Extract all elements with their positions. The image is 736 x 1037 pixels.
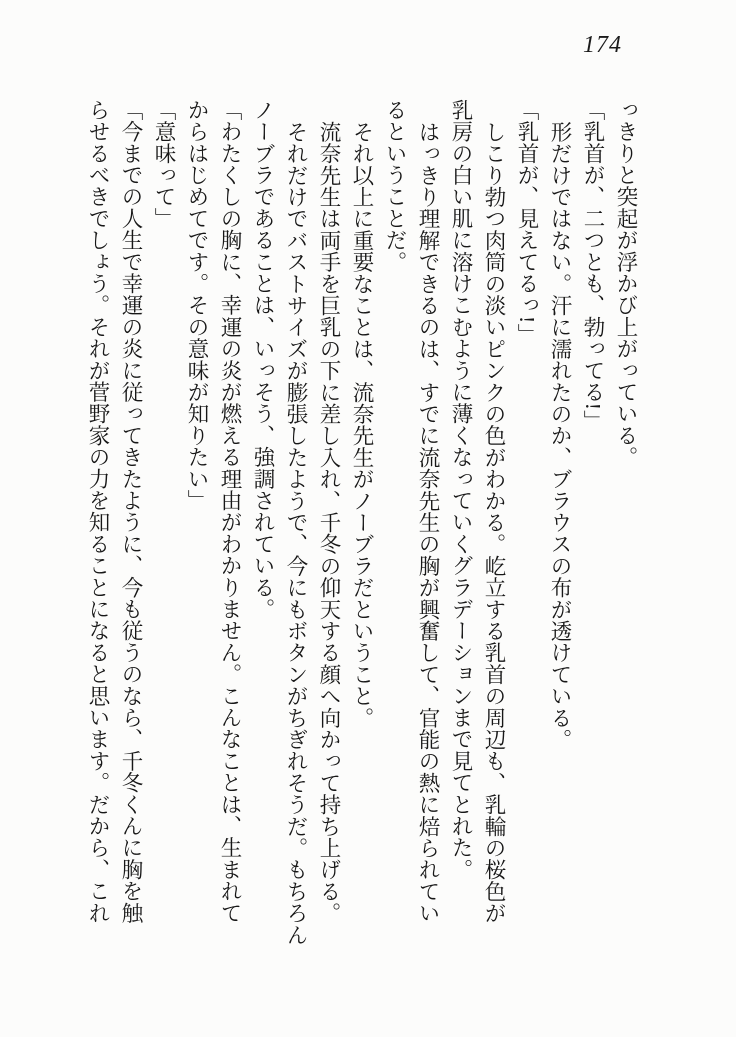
text-line: っきりと突起が浮かび上がっている。 [614, 99, 638, 468]
text-line: 「乳首が、見えてるっ!」 [515, 99, 539, 346]
text-line: るということだ。 [383, 99, 407, 273]
text-line: しこり勃つ肉筒の淡いピンクの色がわかる。屹立する乳首の周辺も、乳輪の桜色が [482, 120, 506, 924]
page-number: 174 [583, 32, 622, 58]
text-line: らせるべきでしょう。それが菅野家の力を知ることになると思います。だから、これ [86, 99, 110, 924]
text-line: 「今までの人生で幸運の炎に従ってきたように、今も従うのなら、千冬くんに胸を触 [119, 99, 143, 924]
text-line: 乳房の白い肌に溶けこむように薄くなっていくグラデーションまで見てとれた。 [449, 99, 473, 881]
text-line: 「意味って」 [152, 99, 176, 230]
text-line: 流奈先生は両手を巨乳の下に差し入れ、千冬の仰天する顔へ向かって持ち上げる。 [317, 120, 341, 924]
text-line: 形だけではない。汗に濡れたのか、ブラウスの布が透けている。 [548, 120, 572, 750]
text-line: それ以上に重要なことは、流奈先生がノーブラだということ。 [350, 120, 374, 729]
text-line: 「乳首が、二つとも、勃ってる!」 [581, 99, 605, 432]
text-line: それだけでバストサイズが膨張したようで、今にもボタンがちぎれそうだ。もちろん [284, 120, 308, 946]
text-line: からはじめてです。その意味が知りたい」 [185, 99, 209, 512]
text-block [80, 99, 642, 946]
text-line: ノーブラであることは、いっそう、強調されている。 [251, 99, 275, 620]
text-line: はっきり理解できるのは、すでに流奈先生の胸が興奮して、官能の熱に焙られてい [416, 120, 440, 924]
text-line: 「わたくしの胸に、幸運の炎が燃える理由がわかりません。こんなことは、生まれて [218, 99, 242, 924]
